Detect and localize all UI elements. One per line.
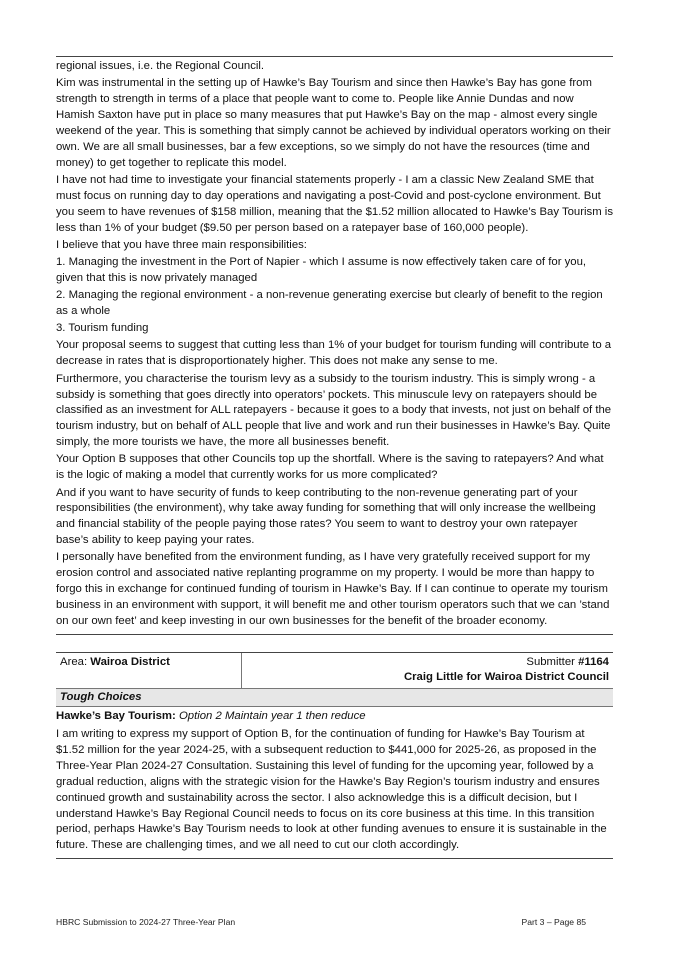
- paragraph: I personally have benefited from the environment funding, as I have very gratefully received support for my erosion control and associated native replanting programme on my property. I would be more than happy to forgo this in exchange for continued funding of tourism in Hawke’s Bay. If I can continue to operate my tourism business in an environment with support, it will benefit me and other tourism operators such that we can ’stand on our own feet’ and keep investing in our own businesses for the benefit of the broader economy.: [56, 551, 610, 628]
- paragraph: Your proposal seems to suggest that cutting less than 1% of your budget for tourism funding will contribute to a decrease in rates that is disproportionately higher. This does not make any sense to me.: [56, 339, 612, 368]
- list-item: 1. Managing the investment in the Port of Napier - which I assume is now effectively taken care of for you, given that this is now privately managed: [56, 256, 587, 284]
- document-content: [56, 0, 613, 859]
- page-number: Part 3 – Page 85: [521, 917, 586, 927]
- area-value: Wairoa District: [90, 655, 170, 668]
- submitter-number: #1164: [578, 655, 609, 668]
- paragraph: Kim was instrumental in the setting up of Hawke’s Bay Tourism and since then Hawke’s Bay has gone from strength to strength in terms of a place that people want to come to. People like Annie Dundas and now Hamish Saxton have put in place so many measures that put Hawke’s Bay on the map - almost every single weekend of the year. This is something that simply cannot be achieved by individual operators working on their own. We are all small businesses, bar a few exceptions, so we simply do not have the resources (time and money) to get together to replicate this model.: [56, 77, 611, 169]
- submission-header: [56, 653, 613, 689]
- page-footer: [56, 917, 586, 927]
- paragraph: Furthermore, you characterise the tourism levy as a subsidy to the tourism industry. This is simply wrong - a subsidy is something that goes directly into operators’ pockets. This minuscule levy on ratepayers should be classified as an investment for ALL ratepayers - because it goes to a body that invests, not just on behalf of the tourism industry, but on behalf of ALL people that live and work and run their businesses in Hawke’s Bay. Quite simply, the more tourists we have, the more all businesses benefit.: [56, 372, 612, 449]
- topic-heading: Tough Choices: [56, 689, 613, 708]
- paragraph: I have not had time to investigate your financial statements properly - I am a classic New Zealand SME that must focus on running day to day operations and navigating a post-Covid and post-cyclone environment. But you seem to have revenues of $158 million, meaning that the $1.52 million allocated to Hawke’s Bay Tourism is less than 1% of your budget ($9.50 per person based on a ratepayer base of 160,000 people).: [56, 173, 613, 234]
- paragraph: I am writing to express my support of Option B, for the continuation of funding for Hawke’s Bay Tourism at $1.52 million for the year 2024-25, with a subsequent reduction to $441,000 for 2025-26, as proposed in the Three-Year Plan 2024-27 Consultation. Sustaining this level of funding for the upcoming year, followed by a gradual reduction, aligns with the strategic vision for the Hawke’s Bay Region’s tourism industry and ensures continued growth and sustainability across the sector. I also acknowledge this is a difficult decision, but I understand Hawke’s Bay Regional Council needs to focus on its core business at this time. In this transition period, perhaps Hawke’s Bay Tourism needs to look at other funding avenues to ensure it is sustainable in the future. These are challenging times, and we all need to cut our cloth accordingly.: [56, 727, 607, 852]
- section-spacer: [56, 635, 613, 652]
- bottom-rule: [56, 858, 613, 859]
- option-line: [56, 707, 613, 725]
- option-value: Option 2 Maintain year 1 then reduce: [178, 710, 366, 723]
- submission-body-previous: [56, 57, 613, 630]
- paragraph: regional issues, i.e. the Regional Council.: [56, 60, 265, 72]
- list-item: 2. Managing the regional environment - a non-revenue generating exercise but clearly of benefit to the region as a whole: [56, 289, 603, 318]
- submitter-label: Submitter: [526, 655, 575, 668]
- submitter-name: Craig Little for Wairoa District Council: [403, 671, 609, 684]
- paragraph: And if you want to have security of funds to keep contributing to the non-revenue generating part of your responsibilities (the environment), why take away funding for something that will only increase the wellbeing and financial stability of the people paying those rates? You seem to want to destroy your own ratepayer base’s ability to keep paying your rates.: [56, 486, 596, 547]
- area-label: Area:: [60, 655, 88, 668]
- area-cell: [56, 653, 242, 689]
- paragraph: Your Option B supposes that other Councils top up the shortfall. Where is the saving to ratepayers? And what is the logic of making a model that currently works for us more complicated?: [56, 453, 604, 482]
- option-label: Hawke’s Bay Tourism:: [56, 710, 176, 723]
- footer-title: HBRC Submission to 2024-27 Three-Year Plan: [56, 917, 236, 927]
- paragraph: I believe that you have three main responsibilities:: [56, 238, 307, 251]
- submitter-cell: [242, 653, 614, 689]
- submission-body: [56, 725, 613, 854]
- list-item: 3. Tourism funding: [56, 322, 149, 335]
